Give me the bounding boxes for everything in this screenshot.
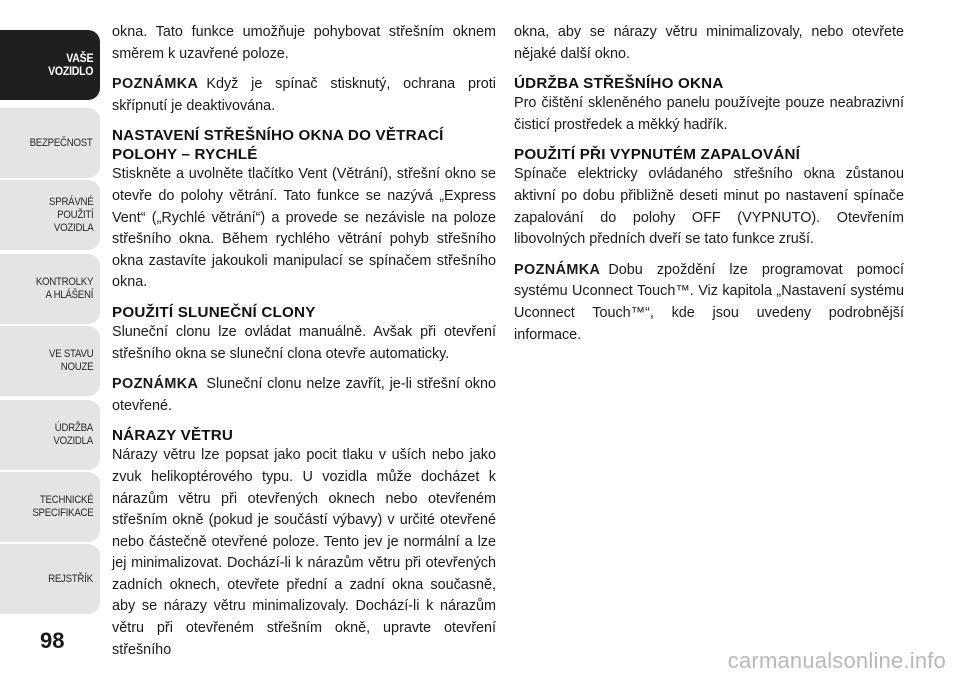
tab-vase-vozidlo[interactable]	[0, 30, 100, 100]
note-paragraph	[514, 260, 904, 346]
body-paragraph: Nárazy větru lze popsat jako pocit tlaku v uších nebo jako zvuk helikoptérového typu. U vozidla může docházet k nárazům větru při otevřených oknech nebo otevřeném střešním okně (pokud je součástí výbavy) v určité otevřené nebo částečně otevřené poloze. Tento jev je normální a lze jej minimalizovat. Dochází-li k nárazům větru při otevřených zadních oknech, otevřete přední a zadní okna současně, aby se nárazy větru minimalizovaly. Dochází-li k nárazům větru při otevřeném střešním okně, upravte otevření střešního	[112, 447, 496, 658]
section-heading: NÁRAZY VĚTRU	[112, 427, 234, 445]
body-paragraph: Sluneční clonu lze ovládat manuálně. Avšak při otevření střešního okna se sluneční clona otevře automaticky.	[112, 323, 496, 362]
section-heading: NASTAVENÍ STŘEŠNÍHO OKNA DO VĚTRACÍ POLOHY – RYCHLÉ	[112, 127, 444, 164]
body-paragraph: Pro čištění skleněného panelu používejte pouze neabrazivní čisticí prostředek a měkký hadřík.	[514, 95, 904, 133]
section-heading: POUŽITÍ PŘI VYPNUTÉM ZAPALOVÁNÍ	[514, 146, 801, 164]
section-heading: POUŽITÍ SLUNEČNÍ CLONY	[112, 303, 316, 321]
tab-label: ÚDRŽBA VOZIDLA	[53, 422, 93, 447]
note-label: POZNÁMKA	[112, 376, 199, 393]
tab-label: KONTROLKY A HLÁŠENÍ	[35, 276, 93, 301]
page-number: 98	[40, 628, 65, 653]
note-text: Dobu zpoždění lze programovat pomocí systému Uconnect Touch™. Viz kapitola „Nastavení systému Uconnect Touch™“, kde jsou uvedeny podrobnější informace.	[514, 261, 904, 343]
tab-label: VE STAVU NOUZE	[48, 348, 93, 373]
body-paragraph: Spínače elektricky ovládaného střešního okna zůstanou aktivní po dobu přibližně deseti minut po nastavení spínače zapalování do polohy OFF (VYPNUTO). Otevřením libovolných předních dveří se tato funkce zruší.	[514, 166, 904, 248]
note-text: Když je spínač stisknutý, ochrana proti skřípnutí je deaktivována.	[112, 76, 496, 114]
tab-ve-stavu-nouze[interactable]	[0, 326, 100, 396]
tab-bezpecnost[interactable]	[0, 108, 100, 178]
tab-label: VAŠE VOZIDLO	[47, 51, 93, 78]
tab-label: SPRÁVNÉ POUŽITÍ VOZIDLA	[48, 195, 93, 234]
tab-kontrolky-a-hlaseni[interactable]	[0, 254, 100, 324]
note-text: Sluneční clonu nelze zavřít, je-li střešní okno otevřené.	[112, 376, 496, 414]
intro-paragraph: okna. Tato funkce umožňuje pohybovat střešním oknem směrem k uzavřené poloze.	[112, 24, 496, 62]
note-label: POZNÁMKA	[112, 76, 199, 93]
tab-label: TECHNICKÉ SPECIFIKACE	[31, 494, 93, 519]
chapter-sidebar	[0, 0, 104, 678]
watermark-text: carmanualsonline.info	[727, 648, 946, 673]
tab-label: BEZPEČNOST	[30, 136, 93, 149]
intro-paragraph: okna, aby se nárazy větru minimalizovaly, nebo otevřete nějaké další okno.	[514, 24, 904, 62]
note-paragraph	[112, 374, 496, 417]
note-paragraph	[112, 74, 496, 117]
right-column	[514, 22, 904, 355]
note-label: POZNÁMKA	[514, 261, 601, 278]
body-paragraph: Stiskněte a uvolněte tlačítko Vent (Větrání), střešní okno se otevře do polohy větrání. Tato funkce se nazývá „Express Vent“ („Rychlé větrání“) a provede se nezávisle na poloze střešního okna. Během rychlého větrání pohyb střešního okna zastavíte jakoukoli manipulací se spínačem střešního okna.	[112, 166, 496, 291]
tab-spravne-pouziti-vozidla[interactable]	[0, 180, 100, 250]
left-column	[112, 22, 496, 670]
tab-rejstrik[interactable]	[0, 544, 100, 614]
tab-technicke-specifikace[interactable]	[0, 472, 100, 542]
section-heading: ÚDRŽBA STŘEŠNÍHO OKNA	[514, 75, 724, 93]
tab-label: REJSTŘÍK	[48, 572, 93, 585]
tab-udrzba-vozidla[interactable]	[0, 400, 100, 470]
